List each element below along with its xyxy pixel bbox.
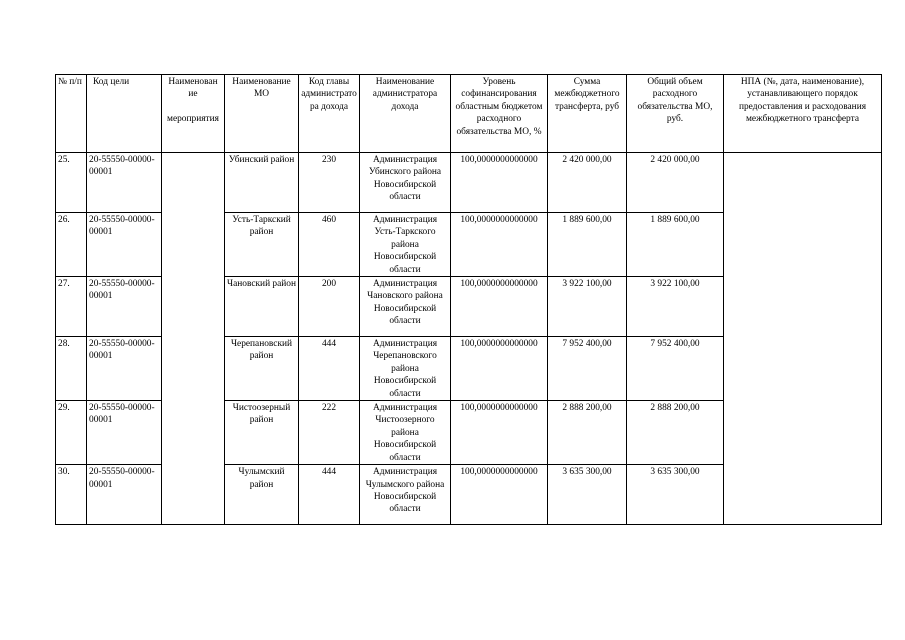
row-mo: Усть-Таркский район xyxy=(225,213,299,277)
row-admin-code: 200 xyxy=(299,277,360,337)
row-total: 7 952 400,00 xyxy=(627,337,724,401)
row-level: 100,0000000000000 xyxy=(451,465,548,525)
row-num: 27. xyxy=(56,277,87,337)
row-admin-name: Администрация Чулымского района Новосибирской области xyxy=(360,465,451,525)
row-admin-code: 222 xyxy=(299,401,360,465)
row-code: 20-55550-00000-00001 xyxy=(87,465,162,525)
row-admin-name: Администрация Убинского района Новосибирской области xyxy=(360,153,451,213)
row-mo: Чулымский район xyxy=(225,465,299,525)
row-total: 2 888 200,00 xyxy=(627,401,724,465)
header-row xyxy=(56,75,882,153)
row-code: 20-55550-00000-00001 xyxy=(87,153,162,213)
header-event-line-2: ие xyxy=(188,89,198,100)
row-num: 25. xyxy=(56,153,87,213)
row-total: 2 420 000,00 xyxy=(627,153,724,213)
row-code: 20-55550-00000-00001 xyxy=(87,401,162,465)
row-sum: 3 922 100,00 xyxy=(548,277,627,337)
event-cell xyxy=(162,153,225,525)
row-code: 20-55550-00000-00001 xyxy=(87,277,162,337)
row-level: 100,0000000000000 xyxy=(451,213,548,277)
header-level: Уровень софинансирования областным бюджетом расходного обязательства МО, % xyxy=(451,75,548,153)
row-mo: Черепановский район xyxy=(225,337,299,401)
row-num: 26. xyxy=(56,213,87,277)
row-admin-code: 230 xyxy=(299,153,360,213)
row-admin-code: 444 xyxy=(299,465,360,525)
row-num: 28. xyxy=(56,337,87,401)
header-event-line-4: мероприятия xyxy=(167,113,219,124)
row-admin-code: 460 xyxy=(299,213,360,277)
header-admin-code: Код главы администратора дохода xyxy=(299,75,360,153)
row-admin-name: Администрация Усть-Таркского района Новосибирской области xyxy=(360,213,451,277)
header-total: Общий объем расходного обязательства МО, руб. xyxy=(627,75,724,153)
row-level: 100,0000000000000 xyxy=(451,337,548,401)
transfers-table xyxy=(55,74,882,525)
header-event xyxy=(162,75,225,153)
row-admin-name: Администрация Чистоозерного района Новосибирской области xyxy=(360,401,451,465)
table-row xyxy=(56,153,882,213)
row-mo: Чановский район xyxy=(225,277,299,337)
header-code: Код цели xyxy=(87,75,162,153)
header-sum: Сумма межбюджетного трансферта, руб xyxy=(548,75,627,153)
row-admin-name: Администрация Черепановского района Новосибирской области xyxy=(360,337,451,401)
row-num: 30. xyxy=(56,465,87,525)
row-total: 3 922 100,00 xyxy=(627,277,724,337)
header-admin-name: Наименование администратора дохода xyxy=(360,75,451,153)
header-npa: НПА (№, дата, наименование), устанавливающего порядок предоставления и расходования межбюджетного трансферта xyxy=(724,75,882,153)
row-code: 20-55550-00000-00001 xyxy=(87,337,162,401)
row-admin-code: 444 xyxy=(299,337,360,401)
row-total: 1 889 600,00 xyxy=(627,213,724,277)
npa-cell xyxy=(724,153,882,525)
row-code: 20-55550-00000-00001 xyxy=(87,213,162,277)
header-num: № п/п xyxy=(56,75,87,153)
row-mo: Убинский район xyxy=(225,153,299,213)
row-level: 100,0000000000000 xyxy=(451,277,548,337)
row-num: 29. xyxy=(56,401,87,465)
row-sum: 7 952 400,00 xyxy=(548,337,627,401)
row-total: 3 635 300,00 xyxy=(627,465,724,525)
row-admin-name: Администрация Чановского района Новосибирской области xyxy=(360,277,451,337)
row-level: 100,0000000000000 xyxy=(451,401,548,465)
row-sum: 2 420 000,00 xyxy=(548,153,627,213)
row-sum: 1 889 600,00 xyxy=(548,213,627,277)
row-sum: 2 888 200,00 xyxy=(548,401,627,465)
row-level: 100,0000000000000 xyxy=(451,153,548,213)
row-sum: 3 635 300,00 xyxy=(548,465,627,525)
header-event-line-1: Наименован xyxy=(168,77,218,87)
header-mo: Наименование МО xyxy=(225,75,299,153)
header-event-line-3 xyxy=(164,101,222,113)
row-mo: Чистоозерный район xyxy=(225,401,299,465)
